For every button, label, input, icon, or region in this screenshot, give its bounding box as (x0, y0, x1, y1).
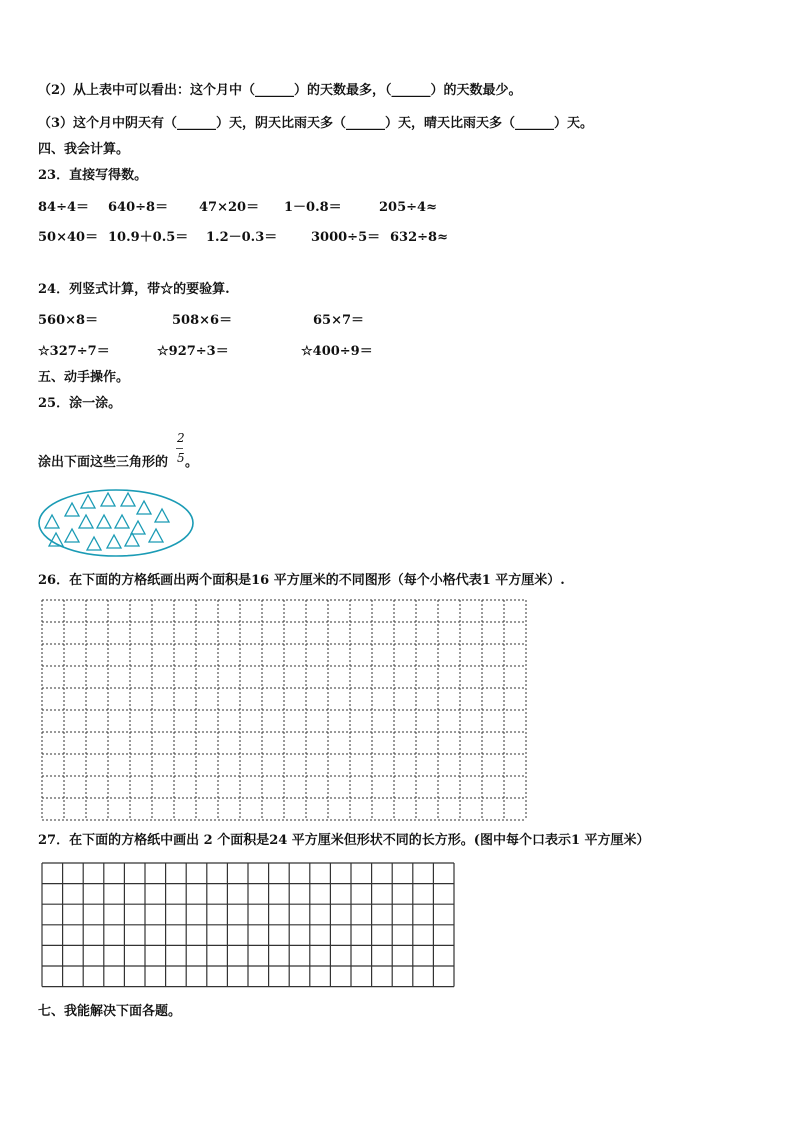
fraction-bar (176, 448, 183, 449)
triangle-shape[interactable] (137, 501, 151, 514)
triangle-shape[interactable] (45, 515, 59, 528)
q23-row2-item: 3000÷5＝ (311, 230, 381, 245)
square-grid-paper (41, 862, 457, 996)
question-26-title: 26．在下面的方格纸画出两个面积是16 平方厘米的不同图形（每个小格代表1 平方厘米）. (38, 573, 565, 588)
fraction-numerator: 2 (177, 431, 185, 445)
triangle-shape[interactable] (97, 515, 111, 528)
q23-row2-item: 1.2－0.3＝ (206, 230, 278, 245)
question-23-title: 23．直接写得数。 (38, 168, 148, 183)
q23-row2-item: 632÷8≈ (390, 230, 448, 245)
triangle-shape[interactable] (107, 535, 121, 548)
triangle-shape[interactable] (155, 509, 169, 522)
q23-row2-item: 10.9＋0.5＝ (108, 230, 189, 245)
triangle-oval-figure (38, 488, 198, 560)
question-24-title: 24．列竖式计算，带☆的要验算. (38, 282, 230, 297)
section-7-heading: 七、我能解决下面各题。 (38, 1004, 182, 1019)
triangle-shape[interactable] (125, 533, 139, 546)
question-25-title: 25．涂一涂。 (38, 396, 122, 411)
triangle-shape[interactable] (79, 515, 93, 528)
q24-row2-item: ☆327÷7＝ (38, 344, 110, 359)
dotted-grid-paper (41, 599, 529, 821)
question-3-line: （3）这个月中阴天有（______）天，阴天比雨天多（______）天，晴天比雨天多（______）天。 (38, 116, 594, 131)
q23-row2-item: 50×40＝ (38, 230, 99, 245)
triangle-shape[interactable] (115, 515, 129, 528)
q24-row1-item: 560×8＝ (38, 313, 99, 328)
triangle-shape[interactable] (131, 521, 145, 534)
q23-row1-item: 84÷4＝ (38, 200, 90, 215)
triangle-shape[interactable] (65, 503, 79, 516)
triangle-shape[interactable] (121, 493, 135, 506)
section-5-heading: 五、动手操作。 (38, 370, 130, 385)
q23-row1-item: 640÷8＝ (108, 200, 169, 215)
q24-row2-item: ☆927÷3＝ (157, 344, 229, 359)
q23-row1-item: 1－0.8＝ (284, 200, 342, 215)
q24-row1-item: 508×6＝ (172, 313, 233, 328)
q23-row1-item: 205÷4≈ (379, 200, 437, 215)
q24-row1-item: 65×7＝ (313, 313, 365, 328)
question-27-title: 27．在下面的方格纸中画出 2 个面积是24 平方厘米但形状不同的长方形。(图中每个口表示1 平方厘米） (38, 833, 650, 848)
question-2-line: （2）从上表中可以看出：这个月中（______）的天数最多，（______）的天数最少。 (38, 83, 522, 98)
fraction-denominator: 5 (177, 451, 185, 465)
triangle-shape[interactable] (87, 537, 101, 550)
question-25-text-end: 。 (185, 455, 199, 470)
q24-row2-item: ☆400÷9＝ (301, 344, 373, 359)
section-4-heading: 四、我会计算。 (38, 142, 130, 157)
triangle-shape[interactable] (101, 493, 115, 506)
triangles-group (45, 493, 169, 550)
triangle-shape[interactable] (149, 529, 163, 542)
triangle-shape[interactable] (65, 529, 79, 542)
triangle-shape[interactable] (81, 495, 95, 508)
question-25-text: 涂出下面这些三角形的 (38, 455, 169, 470)
q23-row1-item: 47×20＝ (199, 200, 260, 215)
